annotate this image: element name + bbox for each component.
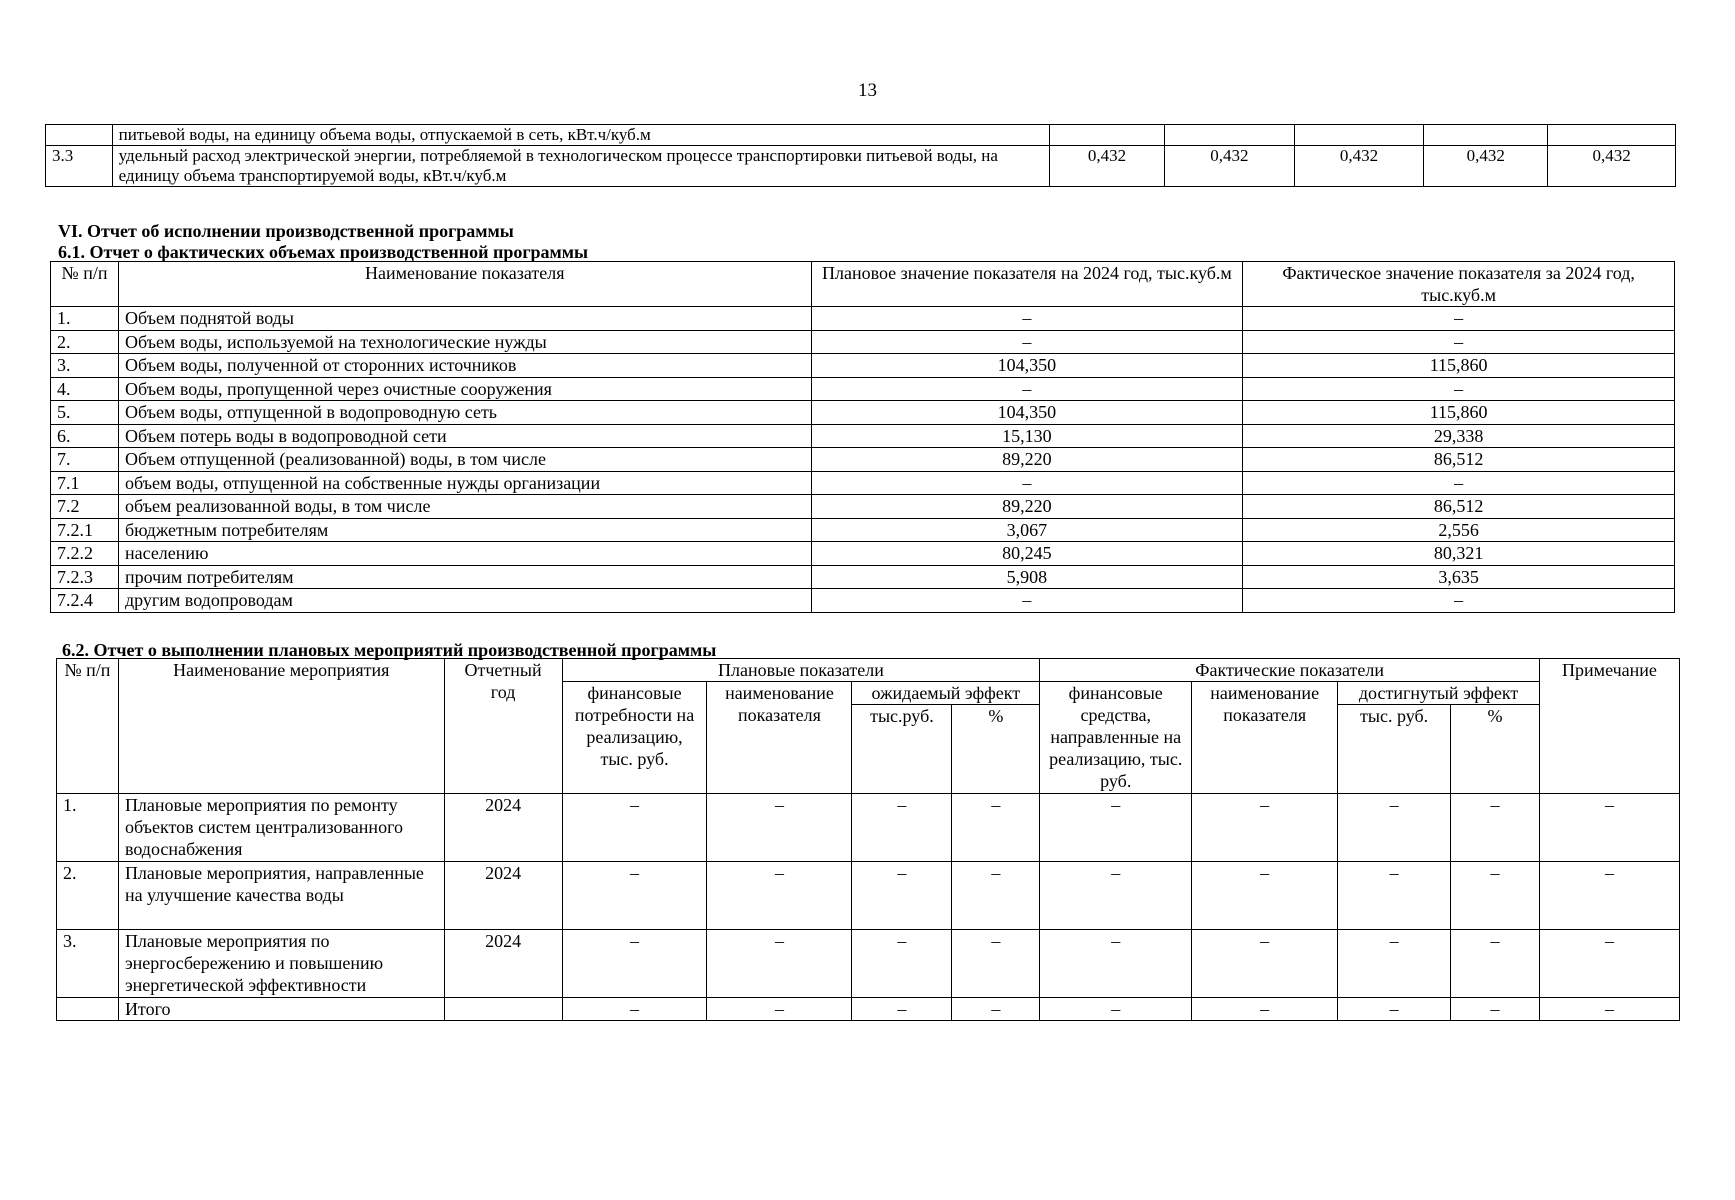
row-number: 7. — [51, 448, 119, 472]
plan-ind-value: – — [707, 794, 852, 862]
note-value: – — [1539, 862, 1679, 930]
table-row — [51, 471, 1675, 495]
indicator-name: Объем воды, полученной от сторонних источников — [118, 354, 811, 378]
indicator-name: объем реализованной воды, в том числе — [118, 495, 811, 519]
table-row — [51, 401, 1675, 425]
table-row — [51, 307, 1675, 331]
header-plan-effect: ожидаемый эффект — [852, 682, 1040, 705]
table-row — [51, 354, 1675, 378]
plan-rub-value: – — [852, 862, 952, 930]
header-plan-rub: тыс.руб. — [852, 705, 952, 794]
header-fact-rub: тыс. руб. — [1338, 705, 1451, 794]
fact-value: 3,635 — [1243, 565, 1675, 589]
fact-value: 86,512 — [1243, 495, 1675, 519]
row-number: 3.3 — [46, 146, 113, 187]
measure-name: Итого — [118, 998, 444, 1021]
table-row — [57, 862, 1680, 930]
report-year: 2024 — [444, 862, 562, 930]
indicator-name: Объем потерь воды в водопроводной сети — [118, 424, 811, 448]
indicator-name: прочим потребителям — [118, 565, 811, 589]
table-row — [51, 542, 1675, 566]
plan-value: – — [811, 377, 1243, 401]
section-6-1-title: 6.1. Отчет о фактических объемах производственной программы — [58, 242, 589, 262]
row-number: 7.2.1 — [51, 518, 119, 542]
table-row — [51, 377, 1675, 401]
plan-value: – — [811, 307, 1243, 331]
table-header-row — [57, 659, 1680, 682]
row-number: 1. — [51, 307, 119, 331]
plan-rub-value: – — [852, 794, 952, 862]
fact-rub-value: – — [1338, 862, 1451, 930]
indicator-name: Объем воды, используемой на технологические нужды — [118, 330, 811, 354]
measure-name: Плановые мероприятия по энергосбережению и повышению энергетической эффективности — [118, 930, 444, 998]
row-number: 7.2.2 — [51, 542, 119, 566]
indicator-name: другим водопроводам — [118, 589, 811, 613]
plan-fin-value: – — [562, 998, 707, 1021]
table-row — [51, 424, 1675, 448]
fact-fin-value: – — [1040, 930, 1192, 998]
planned-measures-table — [56, 658, 1680, 1021]
header-plan-ind: наименование показателя — [707, 682, 852, 794]
fact-value: – — [1243, 471, 1675, 495]
indicator-value — [1165, 125, 1295, 146]
table-row — [51, 518, 1675, 542]
indicator-value: 0,432 — [1294, 146, 1424, 187]
plan-pct-value: – — [952, 794, 1040, 862]
header-fact-pct: % — [1451, 705, 1540, 794]
plan-value: 89,220 — [811, 448, 1243, 472]
plan-ind-value: – — [707, 862, 852, 930]
fact-rub-value: – — [1338, 794, 1451, 862]
fact-value: – — [1243, 330, 1675, 354]
row-number — [46, 125, 113, 146]
table-row — [57, 930, 1680, 998]
indicator-value — [1294, 125, 1424, 146]
header-fact-ind: наименование показателя — [1192, 682, 1338, 794]
fact-ind-value: – — [1192, 930, 1338, 998]
header-fact-effect: достигнутый эффект — [1338, 682, 1540, 705]
report-year: 2024 — [444, 794, 562, 862]
report-year — [444, 998, 562, 1021]
row-number — [57, 998, 119, 1021]
header-num: № п/п — [57, 659, 119, 794]
plan-value: 5,908 — [811, 565, 1243, 589]
actual-volumes-table — [50, 261, 1675, 613]
plan-ind-value: – — [707, 930, 852, 998]
fact-value: 115,860 — [1243, 401, 1675, 425]
row-number: 7.1 — [51, 471, 119, 495]
table-row — [51, 448, 1675, 472]
plan-value: – — [811, 471, 1243, 495]
indicator-value: 0,432 — [1165, 146, 1295, 187]
fact-ind-value: – — [1192, 862, 1338, 930]
indicator-value — [1424, 125, 1548, 146]
header-plan-fin: финансовые потребности на реализацию, тыс. руб. — [562, 682, 707, 794]
plan-rub-value: – — [852, 998, 952, 1021]
table-row — [46, 125, 1676, 146]
plan-value: 15,130 — [811, 424, 1243, 448]
plan-fin-value: – — [562, 794, 707, 862]
header-plan-pct: % — [952, 705, 1040, 794]
row-number: 7.2 — [51, 495, 119, 519]
indicator-name: удельный расход электрической энергии, потребляемой в технологическом процессе транспортировки питьевой воды, на единицу объема транспортируемой воды, кВт.ч/куб.м — [112, 146, 1049, 187]
table-row — [57, 794, 1680, 862]
plan-fin-value: – — [562, 862, 707, 930]
plan-value: 89,220 — [811, 495, 1243, 519]
indicator-value — [1049, 125, 1164, 146]
indicator-name: бюджетным потребителям — [118, 518, 811, 542]
indicator-name: объем воды, отпущенной на собственные нужды организации — [118, 471, 811, 495]
fact-value: 86,512 — [1243, 448, 1675, 472]
fact-fin-value: – — [1040, 998, 1192, 1021]
indicator-name: населению — [118, 542, 811, 566]
indicator-value — [1548, 125, 1676, 146]
plan-value: – — [811, 330, 1243, 354]
header-fact-fin: финансовые средства, направленные на реализацию, тыс. руб. — [1040, 682, 1192, 794]
fact-value: 29,338 — [1243, 424, 1675, 448]
header-name: Наименование мероприятия — [118, 659, 444, 794]
fact-value: – — [1243, 589, 1675, 613]
fact-rub-value: – — [1338, 930, 1451, 998]
header-name: Наименование показателя — [118, 262, 811, 307]
header-num: № п/п — [51, 262, 119, 307]
fact-fin-value: – — [1040, 794, 1192, 862]
indicator-value: 0,432 — [1049, 146, 1164, 187]
table-header-row — [51, 262, 1675, 307]
table-row — [51, 495, 1675, 519]
note-value: – — [1539, 930, 1679, 998]
plan-ind-value: – — [707, 998, 852, 1021]
fact-value: 115,860 — [1243, 354, 1675, 378]
note-value: – — [1539, 794, 1679, 862]
row-number: 7.2.4 — [51, 589, 119, 613]
indicator-value: 0,432 — [1424, 146, 1548, 187]
row-number: 4. — [51, 377, 119, 401]
table-row — [51, 330, 1675, 354]
row-number: 2. — [51, 330, 119, 354]
indicator-name: Объем поднятой воды — [118, 307, 811, 331]
plan-fin-value: – — [562, 930, 707, 998]
plan-pct-value: – — [952, 862, 1040, 930]
fact-pct-value: – — [1451, 998, 1540, 1021]
header-actual: Фактические показатели — [1040, 659, 1540, 682]
header-year: Отчетный год — [444, 659, 562, 794]
fact-pct-value: – — [1451, 794, 1540, 862]
fact-pct-value: – — [1451, 862, 1540, 930]
measure-name: Плановые мероприятия по ремонту объектов систем централизованного водоснабжения — [118, 794, 444, 862]
table-row — [46, 146, 1676, 187]
plan-rub-value: – — [852, 930, 952, 998]
row-number: 7.2.3 — [51, 565, 119, 589]
plan-value: 104,350 — [811, 401, 1243, 425]
fact-value: – — [1243, 377, 1675, 401]
header-planned: Плановые показатели — [562, 659, 1040, 682]
row-number: 1. — [57, 794, 119, 862]
plan-value: 104,350 — [811, 354, 1243, 378]
table-row — [51, 589, 1675, 613]
section-6-title: VI. Отчет об исполнении производственной программы — [58, 221, 514, 241]
fact-ind-value: – — [1192, 998, 1338, 1021]
fact-value: 80,321 — [1243, 542, 1675, 566]
fact-value: – — [1243, 307, 1675, 331]
plan-pct-value: – — [952, 998, 1040, 1021]
indicator-name: питьевой воды, на единицу объема воды, отпускаемой в сеть, кВт.ч/куб.м — [112, 125, 1049, 146]
plan-value: 3,067 — [811, 518, 1243, 542]
plan-pct-value: – — [952, 930, 1040, 998]
indicator-name: Объем воды, пропущенной через очистные сооружения — [118, 377, 811, 401]
indicator-name: Объем воды, отпущенной в водопроводную сеть — [118, 401, 811, 425]
note-value: – — [1539, 998, 1679, 1021]
row-number: 6. — [51, 424, 119, 448]
indicator-name: Объем отпущенной (реализованной) воды, в том числе — [118, 448, 811, 472]
header-note: Примечание — [1539, 659, 1679, 794]
report-year: 2024 — [444, 930, 562, 998]
row-number: 3. — [57, 930, 119, 998]
plan-value: – — [811, 589, 1243, 613]
fact-fin-value: – — [1040, 862, 1192, 930]
indicator-value: 0,432 — [1548, 146, 1676, 187]
fact-value: 2,556 — [1243, 518, 1675, 542]
measure-name: Плановые мероприятия, направленные на улучшение качества воды — [118, 862, 444, 930]
row-number: 5. — [51, 401, 119, 425]
section-6-2-title: 6.2. Отчет о выполнении плановых мероприятий производственной программы — [62, 640, 717, 660]
row-number: 3. — [51, 354, 119, 378]
page-number: 13 — [858, 80, 877, 101]
plan-value: 80,245 — [811, 542, 1243, 566]
indicators-table-continued — [45, 124, 1676, 187]
header-fact: Фактическое значение показателя за 2024 год, тыс.куб.м — [1243, 262, 1675, 307]
total-row — [57, 998, 1680, 1021]
fact-pct-value: – — [1451, 930, 1540, 998]
fact-rub-value: – — [1338, 998, 1451, 1021]
row-number: 2. — [57, 862, 119, 930]
header-plan: Плановое значение показателя на 2024 год, тыс.куб.м — [811, 262, 1243, 307]
fact-ind-value: – — [1192, 794, 1338, 862]
table-row — [51, 565, 1675, 589]
